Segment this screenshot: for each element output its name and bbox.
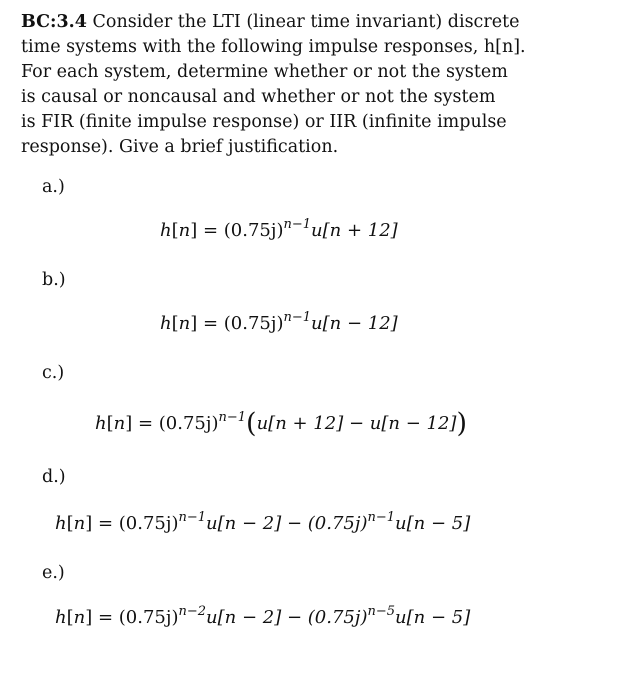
part-d-equation: $h[n] = (0.75j)^{n-1}u[n - 2] - (0.75j)^{n-1}u[n - 5]$ (55, 510, 471, 534)
part-c-equation: $h[n] = (0.75j)^{n-1}(u[n + 12] - u[n - 12])$ (95, 408, 467, 439)
part-e-label: e.) (42, 563, 65, 583)
problem-line-6: response). Give a brief justification. (21, 137, 339, 157)
problem-line-2: time systems with the following impulse responses, h[n]. (21, 37, 526, 57)
problem-line-1: Consider the LTI (linear time invariant) discrete (86, 12, 520, 32)
problem-line-5: is FIR (finite impulse response) or IIR (infinite impulse (21, 112, 507, 132)
problem-line-4: is causal or noncausal and whether or not the system (21, 87, 496, 107)
part-a-equation: $h[n] = (0.75j)^{n-1}u[n + 12]$ (160, 217, 398, 241)
part-a-label: a.) (42, 177, 65, 197)
problem-line-3: For each system, determine whether or not the system (21, 62, 508, 82)
part-c-label: c.) (42, 363, 65, 383)
part-d-label: d.) (42, 467, 66, 487)
problem-id: BC:3.4 (21, 12, 87, 32)
part-b-equation: $h[n] = (0.75j)^{n-1}u[n - 12]$ (160, 310, 398, 334)
part-b-label: b.) (42, 270, 66, 290)
problem-statement (21, 10, 551, 160)
part-e-equation: $h[n] = (0.75j)^{n-2}u[n - 2] - (0.75j)^{n-5}u[n - 5]$ (55, 604, 471, 628)
